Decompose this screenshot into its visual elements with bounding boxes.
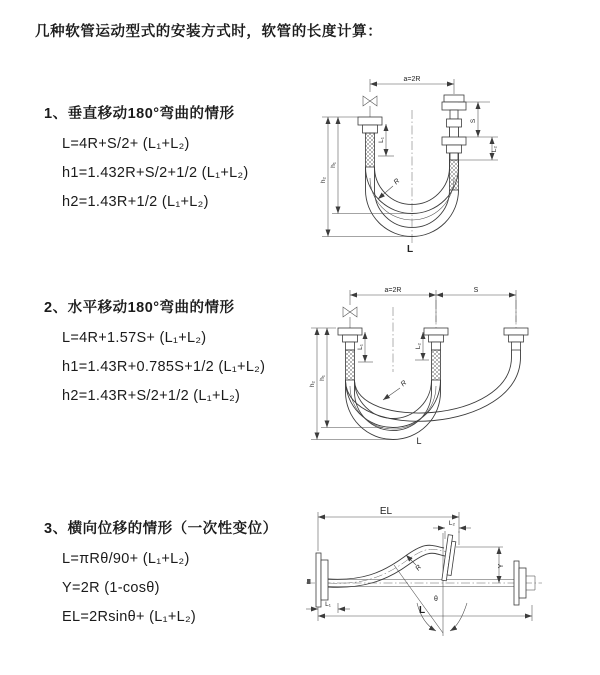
d3-dim-l1: L₁: [325, 601, 331, 608]
diagram-vertical-180-bend: [308, 72, 590, 260]
formula-line: L=πRθ/90+ (L₁+L₂): [62, 551, 190, 567]
d3-dim-el: EL: [379, 506, 393, 517]
d2-dim-h2: h₂: [309, 380, 316, 388]
d3-length-label: L: [418, 605, 426, 616]
valve-icon: [343, 307, 357, 328]
d1-dim-h2: h₂: [320, 176, 327, 184]
right-fitting-upper: [442, 95, 466, 127]
d3-angle-label: θ: [434, 596, 438, 603]
page-title: 几种软管运动型式的安装方式时，软管的长度计算：: [35, 24, 383, 40]
section-1: [44, 102, 324, 210]
d2-dim-a2r: a=2R: [384, 287, 402, 294]
d2-dim-h1: h₁: [319, 375, 326, 381]
right-fitting-lower: [442, 137, 466, 190]
formula-line: L=4R+1.57S+ (L₁+L₂): [62, 330, 207, 346]
left-flange: [307, 553, 328, 607]
d3-radius-label: R: [414, 563, 424, 573]
middle-fitting: [424, 328, 448, 380]
d2-dim-l2: L₂: [415, 342, 422, 350]
formula-line: h2=1.43R+1/2 (L₁+L₂): [62, 194, 209, 210]
d1-radius-label: R: [392, 177, 402, 187]
section-2-heading: 2、水平移动180°弯曲的情形: [44, 300, 235, 316]
d1-dim-h1: h₁: [330, 162, 337, 168]
d3-dim-y: Y: [498, 563, 505, 569]
d1-dim-l2: L₂: [491, 145, 498, 153]
valve-icon: [363, 96, 377, 117]
weld-mark: [307, 579, 311, 584]
section-3: [44, 517, 324, 625]
d1-length-label: L: [406, 244, 414, 255]
section-3-heading: 3、横向位移的情形（一次性变位）: [44, 521, 278, 537]
formula-line: h1=1.43R+0.785S+1/2 (L₁+L₂): [62, 359, 266, 375]
formula-line: h1=1.432R+S/2+1/2 (L₁+L₂): [62, 165, 249, 181]
formula-line: Y=2R (1-cosθ): [62, 580, 160, 596]
d2-length-label: L: [416, 436, 422, 446]
hose-arc: [346, 380, 441, 428]
d1-dim-s: S: [470, 118, 477, 124]
left-fitting: [338, 328, 362, 380]
d1-dim-a2r: a=2R: [403, 76, 421, 83]
diagram-horizontal-180-bend: [303, 282, 595, 458]
d2-radius-label: R: [399, 379, 409, 389]
d1-dim-l1: L₁: [378, 137, 385, 143]
diagram-lateral-displacement: [302, 503, 600, 655]
formula-line: EL=2Rsinθ+ (L₁+L₂): [62, 609, 197, 625]
d2-dim-l1: L₁: [357, 344, 364, 350]
upper-flange: [442, 535, 457, 582]
formula-line: h2=1.43R+S/2+1/2 (L₁+L₂): [62, 388, 241, 404]
d2-dim-s: S: [473, 287, 479, 294]
hose-curve: [328, 545, 444, 579]
section-1-heading: 1、垂直移动180°弯曲的情形: [44, 106, 235, 122]
right-fitting-moved: [504, 328, 528, 350]
d3-dim-l2: L₂: [448, 520, 456, 527]
formula-line: L=4R+S/2+ (L₁+L₂): [62, 136, 190, 152]
section-2: [44, 296, 324, 404]
